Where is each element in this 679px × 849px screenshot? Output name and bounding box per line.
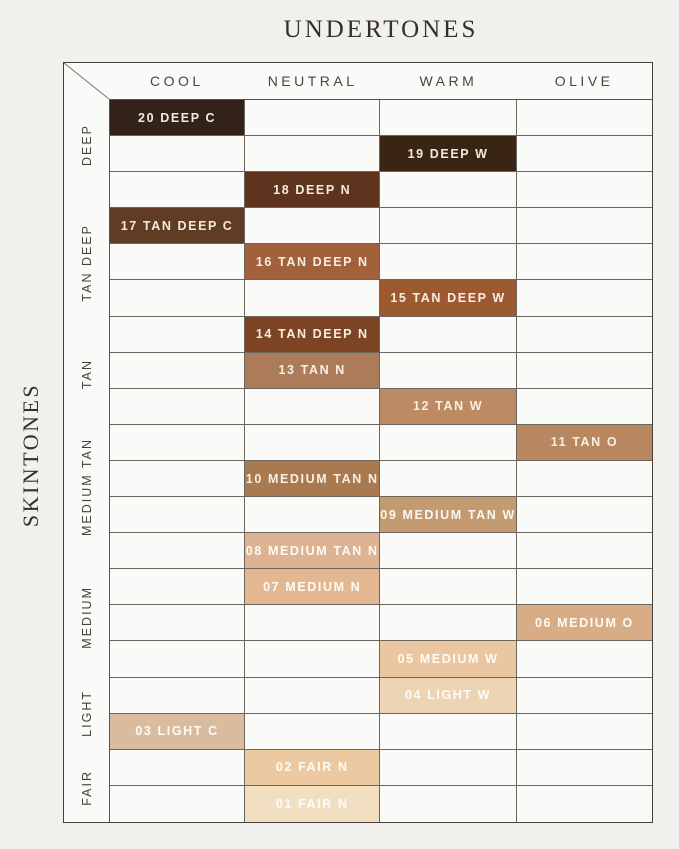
empty-cell (245, 605, 380, 641)
empty-cell (380, 317, 517, 353)
shade-cell-01-fair-n (245, 786, 380, 822)
empty-cell (110, 280, 245, 316)
shade-matrix-table (63, 62, 653, 823)
shade-cell-label: 15 TAN DEEP W (390, 291, 506, 306)
empty-cell (380, 569, 517, 605)
empty-cell (110, 641, 245, 677)
row-group-label: MEDIUM (79, 585, 94, 649)
empty-cell (245, 641, 380, 677)
row-group-tan (64, 334, 109, 414)
empty-cell (245, 497, 380, 533)
shade-cell-label: 01 FAIR N (275, 796, 349, 811)
empty-cell (517, 569, 652, 605)
empty-cell (110, 533, 245, 569)
shade-cell-15-tan-deep-w (380, 280, 517, 316)
row-group-label: DEEP (79, 123, 94, 166)
empty-cell (380, 425, 517, 461)
undertone-header-row (109, 63, 652, 99)
row-group-label: FAIR (79, 769, 94, 806)
shade-cell-07-medium-n (245, 569, 380, 605)
shade-cell-10-medium-tan-n (245, 461, 380, 497)
row-group-label: TAN DEEP (79, 223, 94, 302)
empty-cell (517, 497, 652, 533)
shade-cell-label: 20 DEEP C (138, 110, 217, 125)
row-group-deep (64, 99, 109, 191)
shade-cell-label: 12 TAN W (412, 399, 484, 414)
empty-cell (517, 714, 652, 750)
shade-cell-17-tan-deep-c (110, 208, 245, 244)
empty-cell (245, 425, 380, 461)
column-header-cool: COOL (150, 73, 204, 89)
shade-cell-11-tan-o (517, 425, 652, 461)
empty-cell (380, 100, 517, 136)
shade-cell-18-deep-n (245, 172, 380, 208)
empty-cell (517, 208, 652, 244)
shade-cell-label: 16 TAN DEEP N (255, 254, 369, 269)
shade-cell-13-tan-n (245, 353, 380, 389)
skintone-group-column (64, 99, 109, 822)
empty-cell (110, 497, 245, 533)
shade-cell-label: 18 DEEP N (273, 182, 352, 197)
shade-cell-label: 13 TAN N (278, 363, 346, 378)
skintones-axis-label: SKINTONES (18, 382, 43, 528)
shade-cell-label: 04 LIGHT W (404, 688, 492, 703)
empty-cell (110, 136, 245, 172)
empty-cell (245, 100, 380, 136)
empty-cell (110, 569, 245, 605)
shade-grid (109, 99, 652, 822)
empty-cell (517, 786, 652, 822)
empty-cell (110, 786, 245, 822)
shade-cell-label: 08 MEDIUM TAN N (245, 543, 379, 558)
empty-cell (380, 208, 517, 244)
empty-cell (110, 605, 245, 641)
empty-cell (380, 750, 517, 786)
empty-cell (110, 389, 245, 425)
empty-cell (517, 389, 652, 425)
row-group-label: LIGHT (79, 689, 94, 737)
row-group-medium-tan (64, 414, 109, 562)
column-header-neutral: NEUTRAL (267, 73, 358, 89)
empty-cell (517, 172, 652, 208)
row-group-medium (64, 561, 109, 673)
empty-cell (380, 533, 517, 569)
empty-cell (380, 461, 517, 497)
empty-cell (517, 100, 652, 136)
empty-cell (245, 208, 380, 244)
row-group-tan-deep (64, 191, 109, 335)
shade-cell-label: 10 MEDIUM TAN N (245, 471, 379, 486)
shade-cell-06-medium-o (517, 605, 652, 641)
empty-cell (517, 244, 652, 280)
undertones-title: UNDERTONES (283, 16, 479, 43)
shade-cell-label: 17 TAN DEEP C (120, 218, 234, 233)
empty-cell (110, 317, 245, 353)
row-group-fair (64, 753, 109, 822)
column-header-warm: WARM (419, 73, 478, 89)
shade-cell-02-fair-n (245, 750, 380, 786)
empty-cell (517, 750, 652, 786)
empty-cell (245, 714, 380, 750)
empty-cell (380, 714, 517, 750)
corner-diagonal (64, 63, 109, 99)
shade-cell-label: 03 LIGHT C (135, 724, 219, 739)
empty-cell (380, 172, 517, 208)
empty-cell (517, 317, 652, 353)
shade-cell-16-tan-deep-n (245, 244, 380, 280)
shade-cell-label: 02 FAIR N (275, 760, 349, 775)
empty-cell (380, 786, 517, 822)
shade-cell-label: 05 MEDIUM W (397, 652, 499, 667)
row-group-label: MEDIUM TAN (79, 438, 94, 537)
empty-cell (110, 244, 245, 280)
empty-cell (110, 461, 245, 497)
empty-cell (110, 353, 245, 389)
shade-cell-12-tan-w (380, 389, 517, 425)
row-group-label: TAN (79, 358, 94, 389)
empty-cell (245, 280, 380, 316)
empty-cell (517, 280, 652, 316)
shade-cell-label: 07 MEDIUM N (263, 579, 362, 594)
shade-cell-label: 14 TAN DEEP N (255, 327, 369, 342)
row-group-light (64, 673, 109, 753)
empty-cell (110, 172, 245, 208)
column-header-olive: OLIVE (554, 73, 614, 89)
shade-cell-label: 11 TAN O (550, 435, 619, 450)
empty-cell (517, 461, 652, 497)
empty-cell (517, 641, 652, 677)
empty-cell (517, 533, 652, 569)
empty-cell (380, 244, 517, 280)
empty-cell (517, 678, 652, 714)
shade-cell-label: 09 MEDIUM TAN W (380, 507, 516, 522)
empty-cell (517, 136, 652, 172)
shade-cell-08-medium-tan-n (245, 533, 380, 569)
shade-cell-05-medium-w (380, 641, 517, 677)
empty-cell (110, 750, 245, 786)
shade-cell-19-deep-w (380, 136, 517, 172)
shade-cell-label: 19 DEEP W (407, 146, 489, 161)
empty-cell (517, 353, 652, 389)
shade-cell-03-light-c (110, 714, 245, 750)
shade-cell-14-tan-deep-n (245, 317, 380, 353)
shade-cell-label: 06 MEDIUM O (534, 615, 634, 630)
empty-cell (380, 353, 517, 389)
empty-cell (245, 136, 380, 172)
empty-cell (245, 389, 380, 425)
shade-cell-04-light-w (380, 678, 517, 714)
empty-cell (245, 678, 380, 714)
empty-cell (380, 605, 517, 641)
shade-cell-09-medium-tan-w (380, 497, 517, 533)
shade-cell-20-deep-c (110, 100, 245, 136)
empty-cell (110, 425, 245, 461)
empty-cell (110, 678, 245, 714)
